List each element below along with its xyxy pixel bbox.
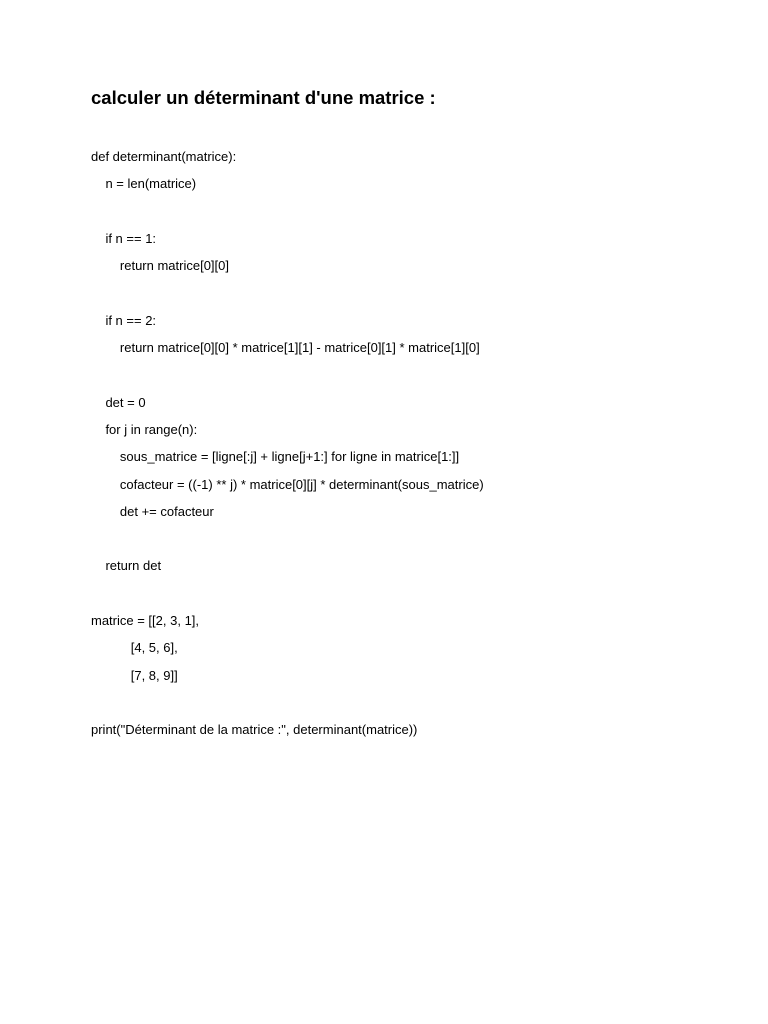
code-line: print("Déterminant de la matrice :", determinant(matrice)) (91, 722, 418, 738)
code-line: return det (91, 558, 162, 574)
code-line: for j in range(n): (91, 421, 198, 437)
code-line: [7, 8, 9]] (91, 667, 178, 683)
code-line: if n == 1: (91, 230, 157, 246)
code-line: det += cofacteur (91, 503, 214, 519)
code-line: def determinant(matrice): (91, 149, 237, 164)
code-line: matrice = [[2, 3, 1], (91, 613, 200, 629)
blank-code-line (91, 364, 484, 391)
code-line: cofacteur = ((-1) ** j) * matrice[0][j] * determinant(sous_matrice) (91, 476, 484, 492)
code-line: det = 0 (91, 394, 146, 410)
code-block (91, 146, 484, 747)
code-line: if n == 2: (91, 312, 157, 328)
blank-code-line (91, 282, 484, 309)
document-title: calculer un déterminant d'une matrice : (91, 87, 436, 108)
blank-code-line (91, 528, 484, 555)
blank-code-line (91, 583, 484, 610)
code-line: return matrice[0][0] * matrice[1][1] - matrice[0][1] * matrice[1][0] (91, 340, 480, 356)
blank-code-line (91, 692, 484, 719)
code-line: return matrice[0][0] (91, 258, 229, 274)
blank-code-line (91, 201, 484, 228)
code-line: [4, 5, 6], (91, 640, 178, 656)
code-line: sous_matrice = [ligne[:j] + ligne[j+1:] for ligne in matrice[1:]] (91, 449, 460, 465)
code-line: n = len(matrice) (91, 176, 197, 192)
